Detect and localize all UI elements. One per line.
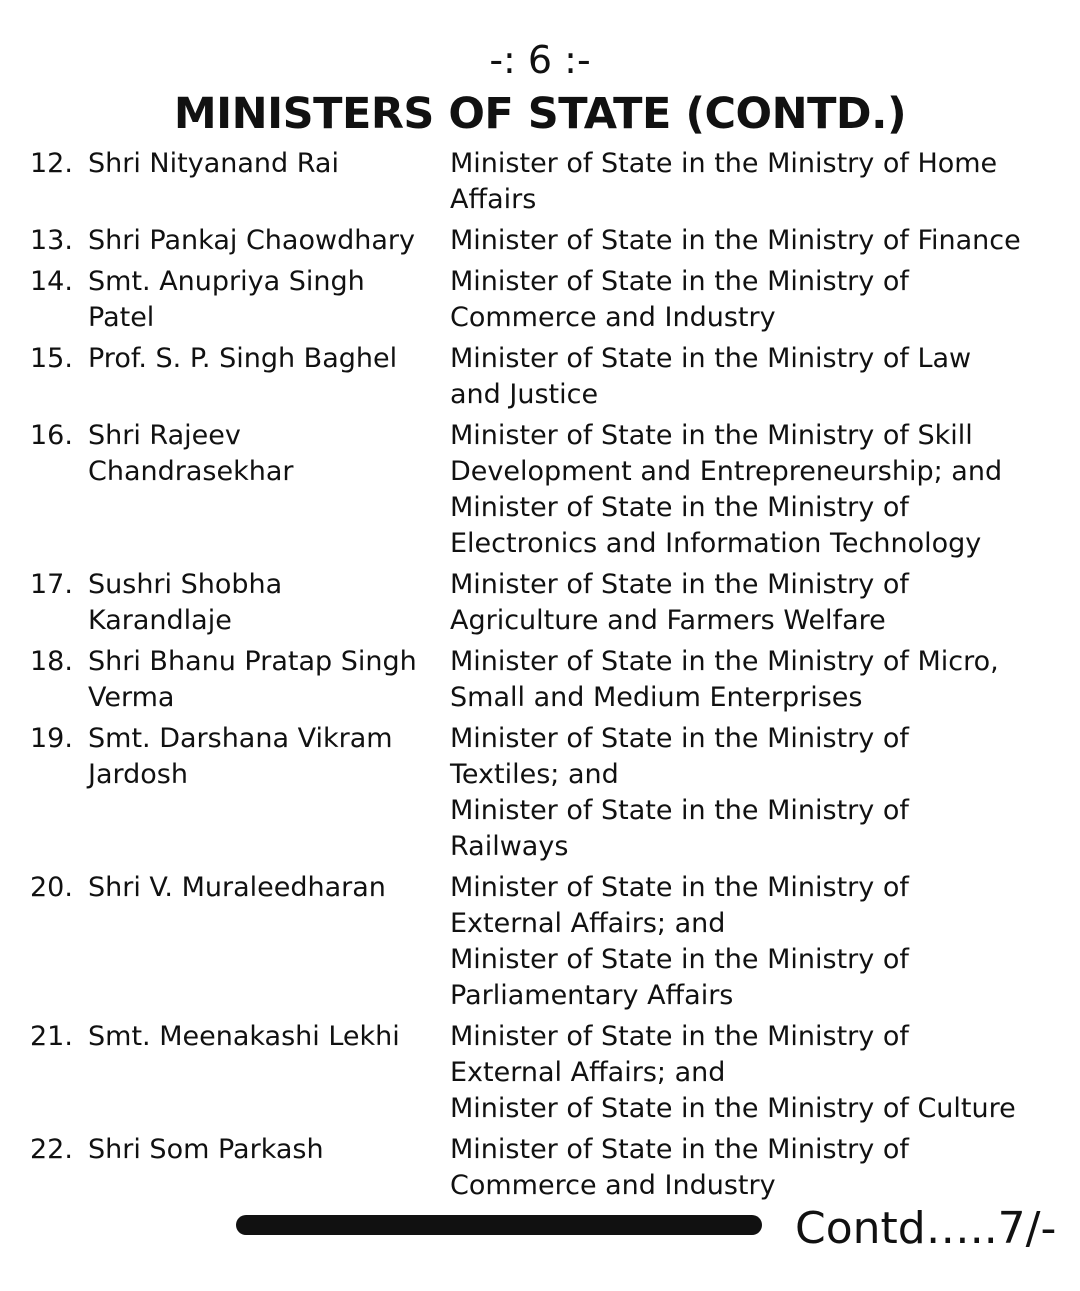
minister-entry: [30, 721, 1070, 865]
minister-entry: [30, 1019, 1070, 1127]
minister-name-line: Smt. Darshana Vikram: [88, 723, 393, 754]
portfolio: [450, 264, 1070, 336]
entry-number: 19.: [30, 723, 73, 754]
entry-number: 20.: [30, 872, 73, 903]
entry-number: 21.: [30, 1021, 73, 1052]
minister-name-line: Chandrasekhar: [88, 456, 294, 487]
portfolio-line: External Affairs; and: [450, 1057, 726, 1088]
page-title: MINISTERS OF STATE (CONTD.): [173, 89, 907, 139]
portfolio-line: Electronics and Information Technology: [450, 528, 982, 559]
minister-name-line: Shri Bhanu Pratap Singh: [88, 646, 417, 677]
minister-name: [88, 341, 450, 377]
portfolio-line: Minister of State in the Ministry of Micro,: [450, 646, 999, 677]
minister-name-line: Smt. Anupriya Singh: [88, 266, 365, 297]
minister-entry: [30, 146, 1070, 218]
entry-number: 17.: [30, 569, 73, 600]
portfolio-line: Minister of State in the Ministry of Law: [450, 343, 972, 374]
portfolio-line: Small and Medium Enterprises: [450, 682, 863, 713]
minister-name: [88, 870, 450, 906]
continued-note: Contd…..7/-: [795, 1203, 1057, 1254]
minister-name: [88, 644, 450, 716]
portfolio-line: Minister of State in the Ministry of: [450, 944, 909, 975]
minister-name: [88, 567, 450, 639]
portfolio-line: Minister of State in the Ministry of: [450, 569, 909, 600]
portfolio: [450, 223, 1070, 259]
entry-number: 22.: [30, 1134, 73, 1165]
portfolio-line: Minister of State in the Ministry of: [450, 1134, 909, 1165]
minister-name: [88, 1132, 450, 1168]
portfolio-line: Minister of State in the Ministry of: [450, 266, 909, 297]
portfolio-line: Minister of State in the Ministry of Finance: [450, 225, 1021, 256]
minister-name-line: Verma: [88, 682, 175, 713]
entry-number: 16.: [30, 420, 73, 451]
entry-number: 15.: [30, 343, 73, 374]
portfolio: [450, 567, 1070, 639]
minister-name-line: Patel: [88, 302, 155, 333]
minister-name: [88, 1019, 450, 1055]
portfolio: [450, 146, 1070, 218]
portfolio: [450, 418, 1070, 562]
minister-entry: [30, 644, 1070, 716]
minister-name-line: Sushri Shobha: [88, 569, 283, 600]
minister-name-line: Shri Rajeev: [88, 420, 241, 451]
minister-name-line: Shri Som Parkash: [88, 1134, 324, 1165]
portfolio-line: Minister of State in the Ministry of: [450, 795, 909, 826]
portfolio: [450, 644, 1070, 716]
minister-entry: [30, 264, 1070, 336]
portfolio: [450, 721, 1070, 865]
portfolio-line: Affairs: [450, 184, 537, 215]
footer-divider-bar: [236, 1215, 762, 1235]
minister-name: [88, 721, 450, 793]
portfolio-line: Commerce and Industry: [450, 302, 776, 333]
minister-name-line: Smt. Meenakashi Lekhi: [88, 1021, 400, 1052]
portfolio-line: Minister of State in the Ministry of: [450, 492, 909, 523]
portfolio-line: Railways: [450, 831, 569, 862]
minister-name: [88, 146, 450, 182]
portfolio-line: Textiles; and: [450, 759, 619, 790]
minister-name: [88, 418, 450, 490]
minister-entry: [30, 567, 1070, 639]
minister-entry: [30, 341, 1070, 413]
portfolio: [450, 1132, 1070, 1204]
portfolio-line: Parliamentary Affairs: [450, 980, 734, 1011]
page-number: -: 6 :-: [489, 38, 591, 82]
entry-number: 12.: [30, 148, 73, 179]
minister-name: [88, 223, 450, 259]
portfolio-line: Minister of State in the Ministry of: [450, 872, 909, 903]
portfolio-line: External Affairs; and: [450, 908, 726, 939]
minister-name-line: Jardosh: [88, 759, 188, 790]
entry-number: 18.: [30, 646, 73, 677]
minister-list: [30, 146, 1070, 1209]
minister-entry: [30, 1132, 1070, 1204]
portfolio-line: Minister of State in the Ministry of: [450, 723, 909, 754]
minister-name-line: Shri V. Muraleedharan: [88, 872, 386, 903]
portfolio-line: Agriculture and Farmers Welfare: [450, 605, 886, 636]
portfolio: [450, 1019, 1070, 1127]
minister-name: [88, 264, 450, 336]
minister-entry: [30, 870, 1070, 1014]
portfolio: [450, 341, 1070, 413]
portfolio-line: Development and Entrepreneurship; and: [450, 456, 1003, 487]
minister-entry: [30, 418, 1070, 562]
portfolio: [450, 870, 1070, 1014]
portfolio-line: Minister of State in the Ministry of: [450, 1021, 909, 1052]
portfolio-line: Minister of State in the Ministry of Culture: [450, 1093, 1016, 1124]
minister-name-line: Karandlaje: [88, 605, 232, 636]
portfolio-line: Commerce and Industry: [450, 1170, 776, 1201]
minister-name-line: Shri Nityanand Rai: [88, 148, 339, 179]
portfolio-line: and Justice: [450, 379, 599, 410]
portfolio-line: Minister of State in the Ministry of Home: [450, 148, 998, 179]
minister-name-line: Shri Pankaj Chaowdhary: [88, 225, 415, 256]
minister-name-line: Prof. S. P. Singh Baghel: [88, 343, 398, 374]
minister-entry: [30, 223, 1070, 259]
portfolio-line: Minister of State in the Ministry of Skill: [450, 420, 973, 451]
entry-number: 14.: [30, 266, 73, 297]
entry-number: 13.: [30, 225, 73, 256]
